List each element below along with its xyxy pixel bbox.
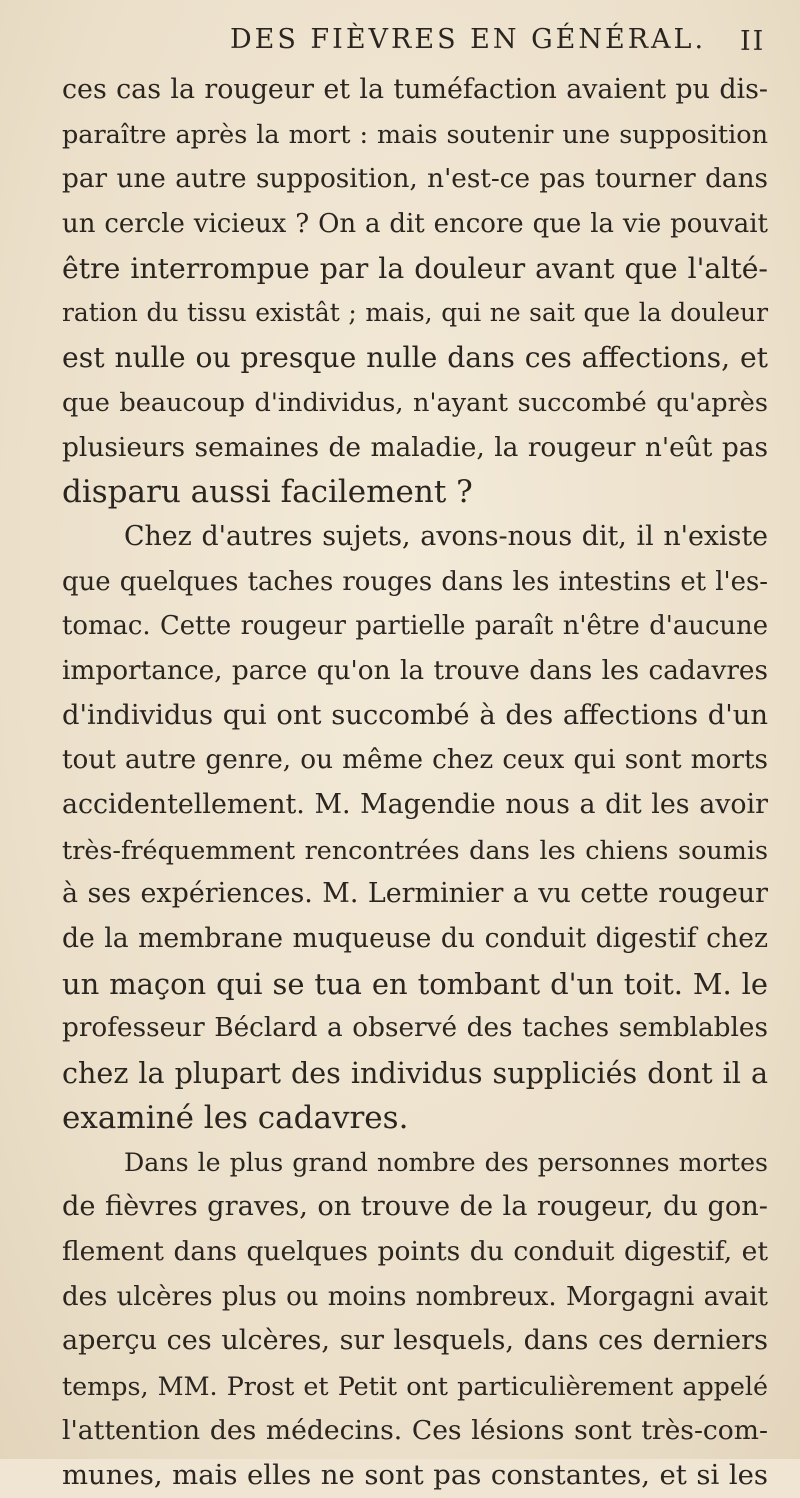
text-line: paraître après la mort : mais soutenir une supposition (62, 119, 768, 150)
text-line: de la membrane muqueuse du conduit digestif chez (62, 923, 768, 955)
text-line: tomac. Cette rougeur partielle paraît n'être d'aucune (62, 611, 768, 642)
text-line: professeur Béclard a observé des taches semblables (62, 1013, 768, 1044)
running-head (0, 22, 800, 58)
text-line: flement dans quelques points du conduit digestif, et (62, 1235, 768, 1267)
text-line: de fièvres graves, on trouve de la rougeur, du gon- (62, 1191, 768, 1223)
text-line: très-fréquemment rencontrées dans les chiens soumis (62, 834, 768, 865)
text-line: Chez d'autres sujets, avons-nous dit, il n'existe (124, 520, 768, 552)
text-line: plusieurs semaines de maladie, la rougeur n'eût pas (62, 431, 768, 463)
text-line: un maçon qui se tua en tombant d'un toit. M. le (62, 966, 768, 1001)
text-line: que quelques taches rouges dans les intestins et l'es- (62, 566, 768, 597)
text-line: aperçu ces ulcères, sur lesquels, dans ces derniers (62, 1325, 768, 1357)
text-line: munes, mais elles ne sont pas constantes, et si les (62, 1459, 768, 1492)
text-line: que beaucoup d'individus, n'ayant succombé qu'après (62, 387, 768, 418)
running-title: DES FIÈVRES EN GÉNÉRAL. (230, 24, 707, 55)
body-text (62, 68, 768, 1498)
text-line: Dans le plus grand nombre des personnes mortes (124, 1147, 768, 1177)
text-line: temps, MM. Prost et Petit ont particulièrement appelé (62, 1370, 768, 1401)
text-line: chez la plupart des individus suppliciés dont il a (62, 1056, 768, 1091)
text-line: disparu aussi facilement ? (62, 474, 473, 511)
text-line: un cercle vicieux ? On a dit encore que la vie pouvait (62, 209, 768, 240)
text-line: est nulle ou presque nulle dans ces affections, et (62, 341, 768, 375)
text-line: des ulcères plus ou moins nombreux. Morgagni avait (62, 1281, 768, 1312)
text-line: accidentellement. M. Magendie nous a dit les avoir (62, 789, 768, 820)
text-line: ration du tissu existât ; mais, qui ne sait que la douleur (62, 298, 768, 328)
text-line: à ses expériences. M. Lerminier a vu cette rougeur (62, 878, 768, 910)
text-line: examiné les cadavres. (62, 1099, 409, 1136)
text-line: par une autre supposition, n'est-ce pas tourner dans (62, 164, 768, 195)
text-line: d'individus qui ont succombé à des affections d'un (62, 699, 768, 731)
text-line: importance, parce qu'on la trouve dans les cadavres (62, 655, 768, 686)
text-line: être interrompue par la douleur avant que l'alté- (62, 251, 768, 285)
text-line: l'attention des médecins. Ces lésions sont très-com- (62, 1414, 768, 1446)
text-line: tout autre genre, ou même chez ceux qui sont morts (62, 745, 768, 776)
text-line: ces cas la rougeur et la tuméfaction avaient pu dis- (62, 74, 768, 105)
page-number: II (740, 26, 766, 57)
